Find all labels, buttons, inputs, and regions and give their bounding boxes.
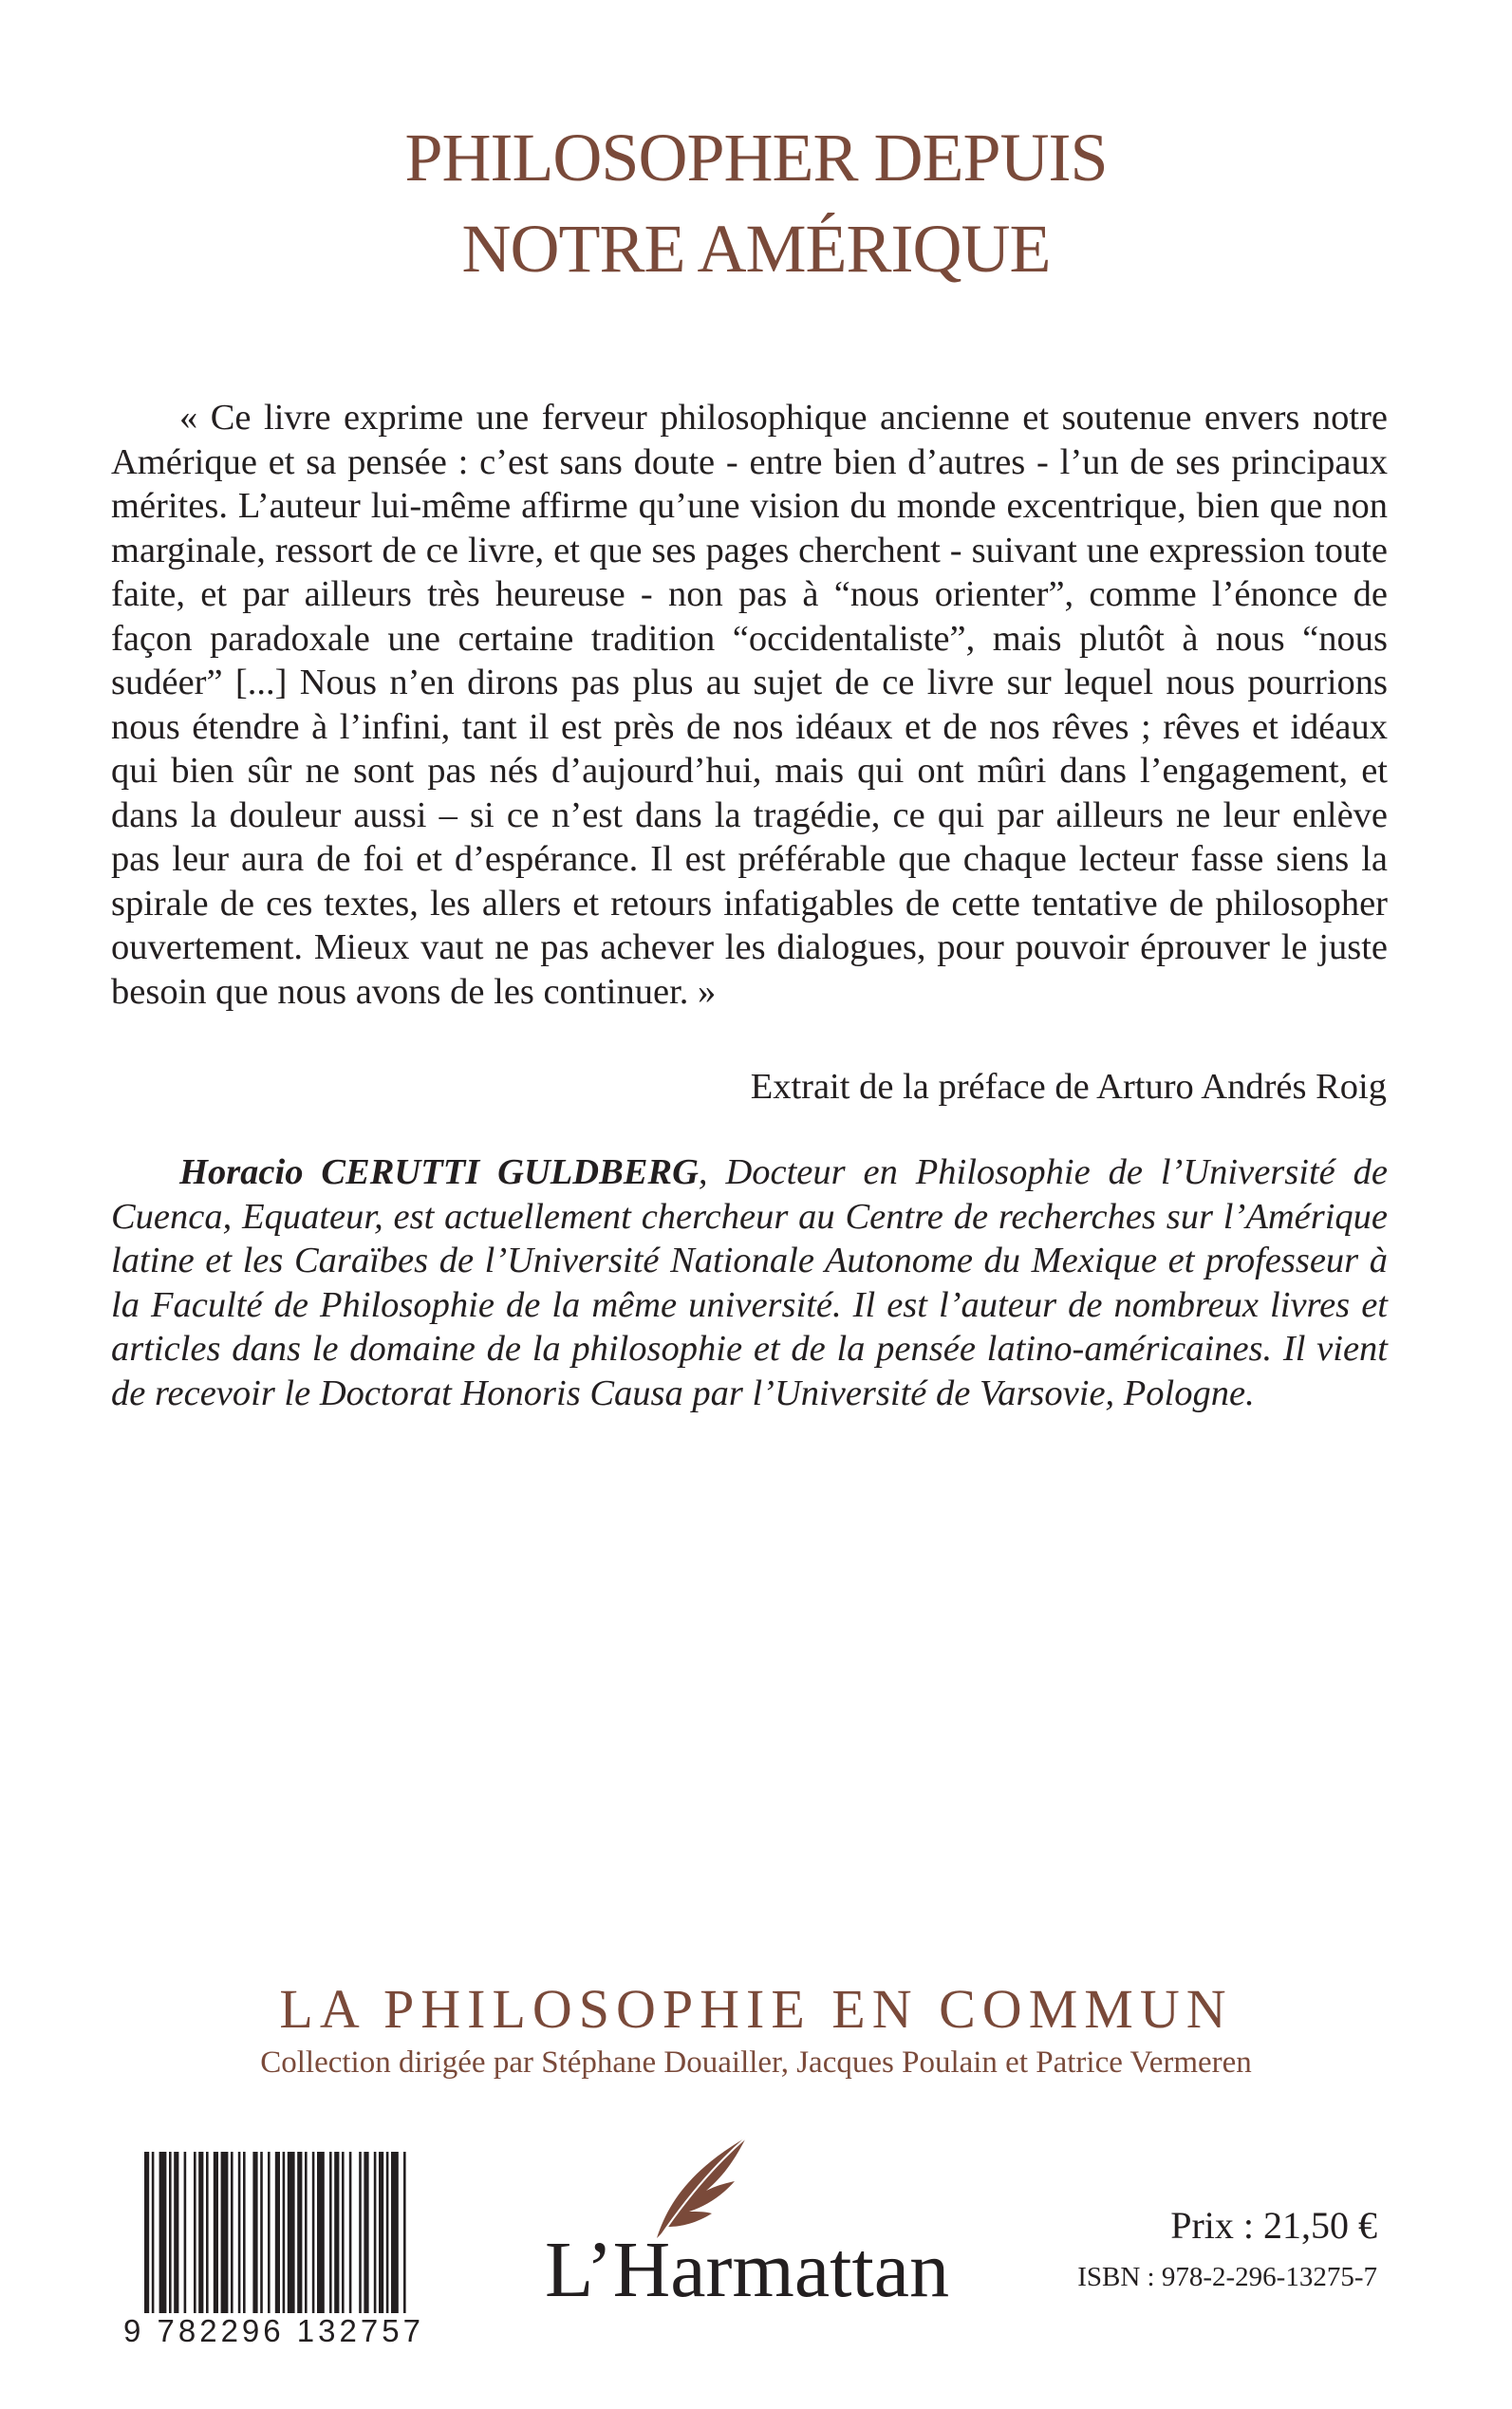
publisher-logo: [545, 2136, 950, 2335]
barcode-bar: [159, 2152, 167, 2313]
barcode-bar: [317, 2152, 325, 2313]
barcode-bar: [283, 2152, 286, 2313]
barcode-bar: [214, 2152, 218, 2313]
barcode-bar: [334, 2152, 339, 2313]
barcode-bar: [174, 2152, 178, 2313]
collection-name: LA PHILOSOPHIE EN COMMUN: [279, 1978, 1233, 2040]
barcode-bar: [305, 2152, 308, 2313]
collection-directors: Collection dirigée par Stéphane Douailler, Jacques Poulain et Patrice Vermeren: [260, 2045, 1252, 2080]
preface-quote-text: « Ce livre exprime une ferveur philosophique ancienne et soutenue envers notre Amérique et sa pensée : c’est sans doute - entre bien d’autres - l’un de ses principaux mérites. L’auteur lui-même affirme qu’une vision du monde excentrique, bien que non marginale, ressort de ce livre, et que ses pages cherchent - suivant une expression toute faite, et par ailleurs très heureuse - non pas à “nous orienter”, comme l’énonce de façon paradoxale une certaine tradition “occidentaliste”, mais plutôt à nous “nous sudéer” [...] Nous n’en dirons pas plus au sujet de ce livre sur lequel nous pourrions nous étendre à l’infini, tant il est près de nos idéaux et de nos rêves ; rêves et idéaux qui bien sûr ne sont pas nés d’aujourd’hui, mais qui ont mûri dans l’engagement, et dans la douleur aussi – si ce n’est dans la tragédie, ce qui par ailleurs ne leur enlève pas leur aura de foi et d’espérance. Il est préférable que chaque lecteur fasse siens la spirale de ces textes, les allers et retours infatigables de cette tentative de philosopher ouvertement. Mieux vaut ne pas achever les dialogues, pour pouvoir éprouver le juste besoin que nous avons de les continuer. »: [111, 398, 1388, 1012]
barcode-bar: [268, 2152, 271, 2313]
isbn: ISBN : 978-2-296-13275-7: [1077, 2262, 1377, 2292]
book-title-line-2: NOTRE AMÉRIQUE: [461, 211, 1051, 287]
barcode-bar: [275, 2152, 280, 2313]
barcode-bar: [169, 2152, 172, 2313]
barcode-bar: [391, 2152, 399, 2313]
barcode-bar: [374, 2152, 377, 2313]
barcode-bar: [297, 2152, 302, 2313]
barcode-bar: [184, 2152, 187, 2313]
barcode-bar: [329, 2152, 332, 2313]
barcode-bar: [288, 2152, 295, 2313]
barcode-bar: [342, 2152, 345, 2313]
barcode-digits: 9 782296 132757: [123, 2313, 424, 2348]
barcode-bar: [194, 2152, 196, 2313]
publisher-logo-text: L’Harmattan: [545, 2226, 950, 2314]
barcode-bar: [349, 2152, 352, 2313]
barcode-bar: [243, 2152, 246, 2313]
preface-quote: [111, 396, 1388, 1014]
book-title-line-1: PHILOSOPHER DEPUIS: [404, 120, 1108, 196]
author-bio: [111, 1150, 1388, 1415]
barcode-bar: [206, 2152, 209, 2313]
barcode-bar: [198, 2152, 203, 2313]
barcode-bars: [144, 2152, 412, 2313]
barcode-bar: [231, 2152, 233, 2313]
barcode-bar: [238, 2152, 241, 2313]
author-name: Horacio CERUTTI GULDBERG: [179, 1152, 699, 1192]
barcode-bar: [379, 2152, 383, 2313]
barcode-bar: [252, 2152, 257, 2313]
barcode-bar: [260, 2152, 263, 2313]
author-bio-text: , Docteur en Philosophie de l’Université de Cuenca, Equateur, est actuellement chercheur au Centre de recherches sur l’Amérique latine et les Caraïbes de l’Université Nationale Autonome du Mexique et professeur à la Faculté de Philosophie de la même université. Il est l’auteur de nombreux livres et articles dans le domaine de la philosophie et de la pensée latino-américaines. Il vient de recevoir le Doctorat Honoris Causa par l’Université de Varsovie, Pologne.: [111, 1152, 1388, 1413]
barcode-bar: [386, 2152, 389, 2313]
barcode: [144, 2152, 412, 2313]
quote-attribution: Extrait de la préface de Arturo Andrés Roig: [750, 1067, 1387, 1107]
barcode-bar: [403, 2152, 406, 2313]
book-title: [0, 112, 1512, 294]
author-bio-paragraph: [111, 1150, 1388, 1415]
barcode-bar: [152, 2152, 155, 2313]
barcode-bar: [144, 2152, 149, 2313]
price: Prix : 21,50 €: [1170, 2204, 1377, 2247]
barcode-bar: [221, 2152, 229, 2313]
barcode-bar: [364, 2152, 368, 2313]
barcode-bar: [312, 2152, 315, 2313]
barcode-bar: [359, 2152, 362, 2313]
